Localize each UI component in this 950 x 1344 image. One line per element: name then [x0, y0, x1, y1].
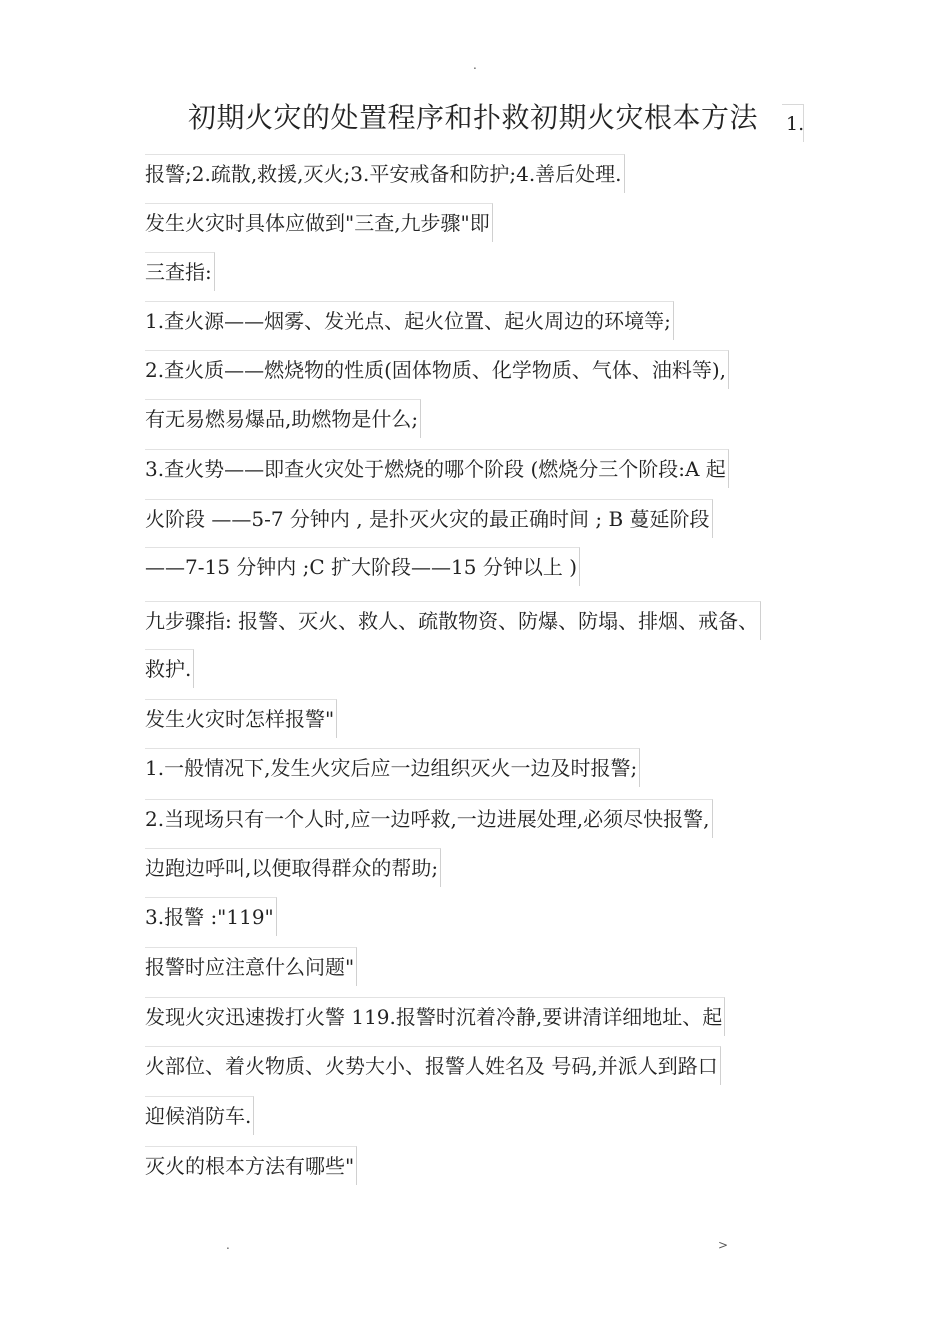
text-line-14: 2.当现场只有一个人时,应一边呼救,一边进展处理,必须尽快报警, [145, 799, 713, 838]
text-line-7: 3.查火势——即查火灾处于燃烧的哪个阶段 (燃烧分三个阶段:A 起 [145, 449, 729, 488]
text-line-9: ——7-15 分钟内 ;C 扩大阶段——15 分钟以上 ) [145, 547, 580, 586]
text-line-8: 火阶段 ——5-7 分钟内 , 是扑灭火灾的最正确时间 ; B 蔓延阶段 [145, 499, 713, 538]
text-line-15: 边跑边呼叫,以便取得群众的帮助; [145, 848, 441, 887]
text-line-6: 有无易燃易爆品,助燃物是什么; [145, 399, 421, 438]
text-line-17: 报警时应注意什么问题" [145, 947, 357, 986]
text-line-19: 火部位、着火物质、火势大小、报警人姓名及 号码,并派人到路口 [145, 1046, 721, 1085]
page-title: 初期火灾的处置程序和扑救初期火灾根本方法 [188, 101, 759, 134]
text-line-3: 三查指: [145, 252, 215, 291]
text-line-5: 2.查火质——燃烧物的性质(固体物质、化学物质、气体、油料等), [145, 350, 729, 389]
text-line-18: 发现火灾迅速拨打火警 119.报警时沉着冷静,要讲清详细地址、起 [145, 997, 725, 1036]
text-line-2: 发生火灾时具体应做到"三查,九步骤"即 [145, 203, 493, 242]
text-line-1: 报警;2.疏散,救援,灭火;3.平安戒备和防护;4.善后处理. [145, 154, 625, 193]
text-line-21: 灭火的根本方法有哪些" [145, 1146, 357, 1185]
text-line-16: 3.报警 :"119" [145, 897, 277, 936]
text-line-10: 九步骤指: 报警、灭火、救人、疏散物资、防爆、防塌、排烟、戒备、 [145, 601, 761, 640]
text-line-20: 迎候消防车. [145, 1096, 254, 1135]
footer-dot-left: . [226, 1238, 230, 1252]
header-dot: . [473, 58, 477, 72]
text-line-4: 1.查火源——烟雾、发光点、起火位置、起火周边的环境等; [145, 301, 674, 340]
footer-mark-right: > [718, 1238, 729, 1252]
text-line-13: 1.一般情况下,发生火灾后应一边组织灭火一边及时报警; [145, 748, 640, 787]
text-line-12: 发生火灾时怎样报警" [145, 699, 337, 738]
title-number: 1. [782, 104, 804, 142]
text-line-11: 救护. [145, 649, 194, 688]
